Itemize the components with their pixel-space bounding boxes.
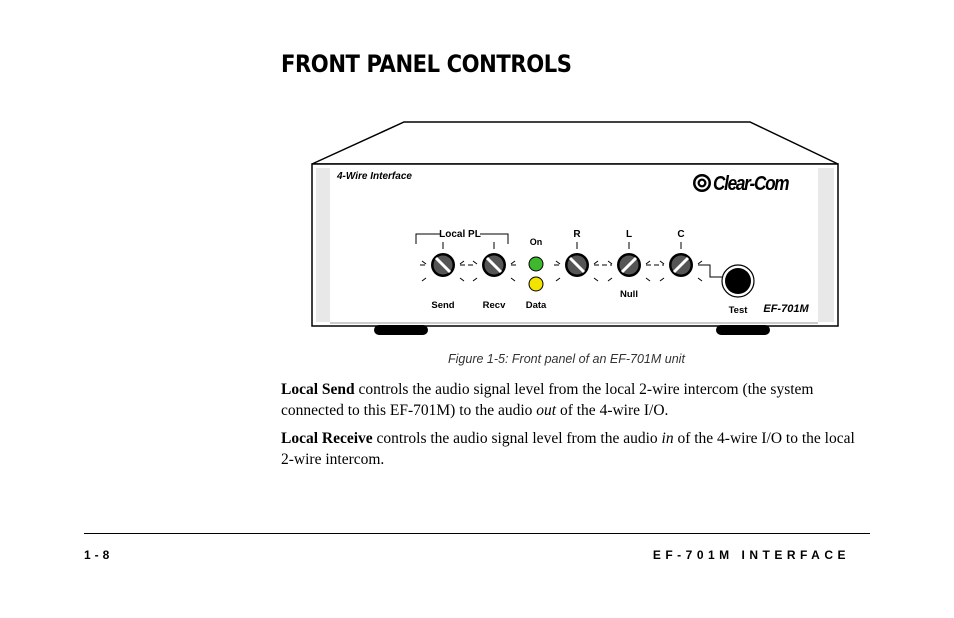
face-shadow-left (316, 168, 330, 322)
ef-701m-front-panel-illustration (300, 118, 840, 340)
r-label: R (573, 229, 581, 240)
local-send-text-2: of the 4-wire I/O. (556, 402, 669, 419)
r-null-knob[interactable] (565, 253, 589, 277)
foot-right (716, 325, 770, 335)
page-number: 1-8 (84, 548, 114, 562)
figure-caption: Figure 1-5: Front panel of an EF-701M unit (448, 352, 685, 366)
footer-rule (84, 533, 870, 534)
test-label: Test (728, 305, 748, 316)
section-heading: FRONT PANEL CONTROLS (281, 50, 572, 78)
local-receive-term: Local Receive (281, 430, 373, 447)
on-led (529, 257, 543, 271)
l-null-knob[interactable] (617, 253, 641, 277)
local-send-text-1: controls the audio signal level from the local 2-wire intercom (the system connected to this EF-701M) to the audio (281, 381, 814, 419)
interface-label: 4-Wire Interface (337, 171, 412, 182)
c-label: C (677, 229, 685, 240)
data-label: Data (525, 300, 547, 311)
front-panel-figure (300, 118, 840, 340)
test-button[interactable] (722, 265, 754, 297)
local-pl-label: Local PL (439, 229, 481, 240)
local-receive-text-2: of the 4-wire I/O to the local 2-wire intercom. (281, 430, 855, 468)
brand-wordmark: Clear-Com (713, 171, 789, 195)
recv-knob[interactable] (482, 253, 506, 277)
logo-mark (693, 174, 711, 192)
local-send-term: Local Send (281, 381, 355, 398)
send-knob[interactable] (431, 253, 455, 277)
local-send-emphasis: out (536, 402, 557, 419)
null-label: Null (620, 289, 638, 300)
local-receive-emphasis: in (661, 430, 674, 447)
send-label: Send (431, 300, 455, 311)
on-label: On (529, 237, 543, 247)
l-label: L (625, 229, 633, 240)
running-footer-title: EF-701M INTERFACE (652, 548, 850, 562)
data-led (529, 277, 543, 291)
face-shadow-right (818, 168, 834, 322)
local-send-paragraph (281, 379, 871, 421)
foot-left (374, 325, 428, 335)
model-label: EF-701M (763, 303, 809, 315)
local-receive-paragraph (281, 428, 871, 470)
housing-top (312, 122, 838, 164)
recv-label: Recv (482, 300, 506, 311)
local-receive-text-1: controls the audio signal level from the audio (372, 430, 662, 447)
c-null-knob[interactable] (669, 253, 693, 277)
